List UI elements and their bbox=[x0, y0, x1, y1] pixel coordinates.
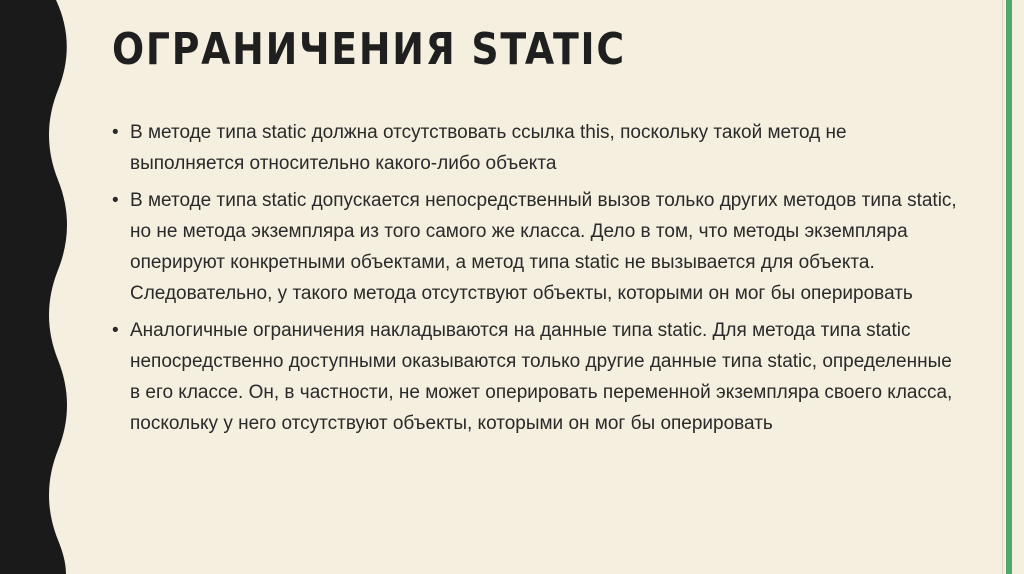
green-accent-bar bbox=[1006, 0, 1012, 574]
bullet-text: В методе типа static должна отсутствовать ссылка this, поскольку такой метод не выполняется относительно какого-либо объекта bbox=[130, 122, 847, 174]
slide-title: ОГРАНИЧЕНИЯ STATIC bbox=[112, 24, 626, 75]
wavy-edge-shape bbox=[0, 0, 67, 574]
bullet-item bbox=[112, 185, 962, 309]
bullet-item bbox=[112, 315, 962, 439]
bullet-item bbox=[112, 117, 962, 179]
bullet-marker: • bbox=[112, 320, 119, 341]
bullet-list bbox=[112, 117, 962, 445]
left-wavy-band bbox=[0, 0, 80, 574]
bullet-text: Аналогичные ограничения накладываются на данные типа static. Для метода типа static непосредственно доступными оказываются только другие данные типа static, определенные в его классе. Он, в частности, не может оперировать переменной экземпляра своего класса, поскольку у него отсутствуют объекты, которыми он мог бы оперировать bbox=[130, 320, 953, 434]
bullet-marker: • bbox=[112, 190, 119, 211]
bullet-marker: • bbox=[112, 122, 119, 143]
right-accent-strip bbox=[1002, 0, 1024, 574]
bullet-text: В методе типа static допускается непосредственный вызов только других методов типа static, но не метода экземпляра из того самого же класса. Дело в том, что методы экземпляра оперируют конкретными объектами, а метод типа static не вызывается для объекта. Следовательно, у такого метода отсутствуют объекты, которыми он мог бы оперировать bbox=[130, 190, 957, 304]
